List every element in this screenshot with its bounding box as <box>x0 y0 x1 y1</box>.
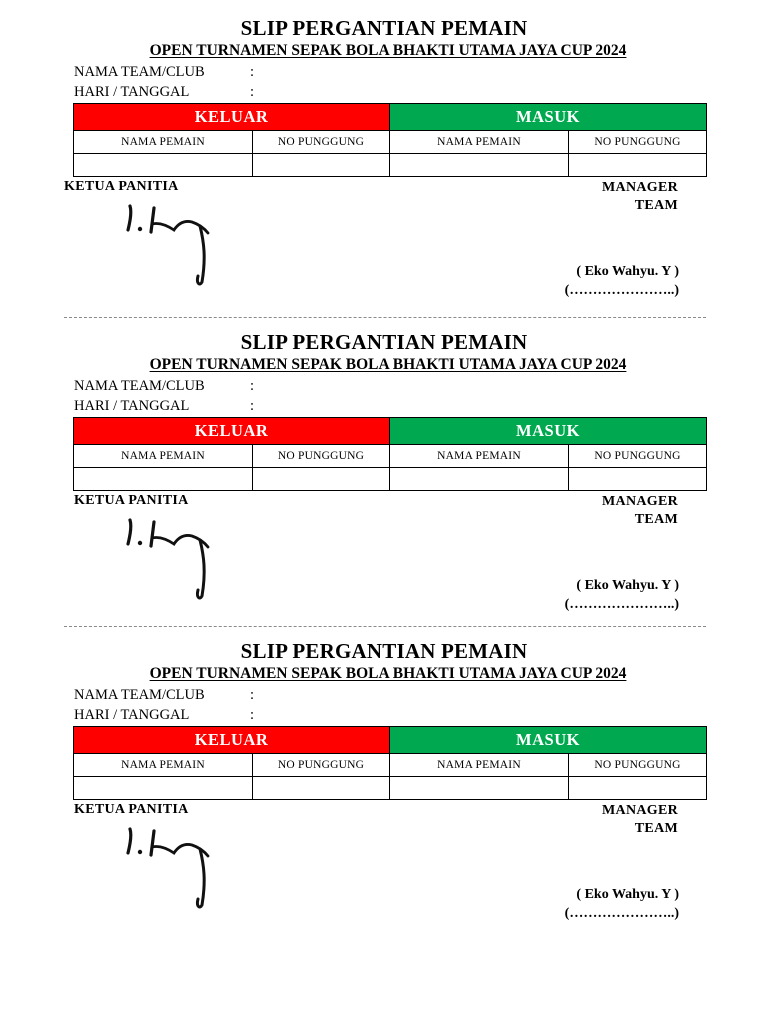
team-club-label: NAMA TEAM/CLUB <box>74 64 205 80</box>
manager-signature-blank: (…………………..) <box>564 597 679 612</box>
signer-name: ( Eko Wahyu. Y ) <box>576 264 679 279</box>
in-player-name-cell <box>390 777 569 800</box>
in-player-name-header: NAMA PEMAIN <box>390 445 569 468</box>
team-line: TEAM <box>634 821 678 836</box>
in-jersey-number-cell <box>569 777 707 800</box>
team-club-colon: : <box>250 687 255 703</box>
team-club-colon: : <box>250 64 255 80</box>
substitution-slip-1 <box>0 0 768 300</box>
signature-image <box>118 200 218 288</box>
date-label: HARI / TANGGAL <box>74 398 190 414</box>
team-line: TEAM <box>634 198 678 213</box>
ketua-panitia-label: KETUA PANITIA <box>74 802 189 817</box>
signer-name: ( Eko Wahyu. Y ) <box>576 578 679 593</box>
ketua-panitia-label: KETUA PANITIA <box>74 493 189 508</box>
substitution-slip-3 <box>0 623 768 923</box>
slip-title: SLIP PERGANTIAN PEMAIN <box>240 16 528 40</box>
signer-name: ( Eko Wahyu. Y ) <box>576 887 679 902</box>
out-jersey-number-cell <box>253 468 390 491</box>
manager-line: MANAGER <box>602 180 678 195</box>
substitution-table <box>73 726 707 800</box>
in-jersey-number-cell <box>569 154 707 177</box>
out-jersey-number-cell <box>253 777 390 800</box>
substitution-slip-2 <box>0 314 768 614</box>
team-club-label: NAMA TEAM/CLUB <box>74 378 205 394</box>
in-player-name-header: NAMA PEMAIN <box>390 754 569 777</box>
ketua-panitia-label: KETUA PANITIA <box>64 179 179 194</box>
slip-title: SLIP PERGANTIAN PEMAIN <box>240 330 528 354</box>
out-player-name-header: NAMA PEMAIN <box>74 754 253 777</box>
slip-subtitle: OPEN TURNAMEN SEPAK BOLA BHAKTI UTAMA JAYA CUP 2024 <box>149 665 627 682</box>
manager-team-label <box>602 493 678 529</box>
slip-title: SLIP PERGANTIAN PEMAIN <box>240 639 528 663</box>
manager-signature-blank: (…………………..) <box>564 283 679 298</box>
team-line: TEAM <box>634 512 678 527</box>
signature-image <box>118 823 218 911</box>
in-jersey-number-header: NO PUNGGUNG <box>569 445 707 468</box>
in-jersey-number-header: NO PUNGGUNG <box>569 754 707 777</box>
manager-team-label <box>602 802 678 838</box>
keluar-header: KELUAR <box>74 727 390 754</box>
date-colon: : <box>250 84 255 100</box>
slip-subtitle: OPEN TURNAMEN SEPAK BOLA BHAKTI UTAMA JAYA CUP 2024 <box>149 42 627 59</box>
masuk-header: MASUK <box>390 418 707 445</box>
out-jersey-number-header: NO PUNGGUNG <box>253 445 390 468</box>
in-player-name-cell <box>390 468 569 491</box>
masuk-header: MASUK <box>390 104 707 131</box>
out-jersey-number-header: NO PUNGGUNG <box>253 131 390 154</box>
in-jersey-number-cell <box>569 468 707 491</box>
manager-team-label <box>602 179 678 215</box>
out-player-name-header: NAMA PEMAIN <box>74 445 253 468</box>
masuk-header: MASUK <box>390 727 707 754</box>
date-colon: : <box>250 707 255 723</box>
slip-subtitle: OPEN TURNAMEN SEPAK BOLA BHAKTI UTAMA JAYA CUP 2024 <box>149 356 627 373</box>
substitution-table <box>73 103 707 177</box>
date-label: HARI / TANGGAL <box>74 707 190 723</box>
team-club-label: NAMA TEAM/CLUB <box>74 687 205 703</box>
out-player-name-cell <box>74 468 253 491</box>
manager-signature-blank: (…………………..) <box>564 906 679 921</box>
out-jersey-number-header: NO PUNGGUNG <box>253 754 390 777</box>
substitution-table <box>73 417 707 491</box>
team-club-colon: : <box>250 378 255 394</box>
out-player-name-cell <box>74 154 253 177</box>
out-jersey-number-cell <box>253 154 390 177</box>
keluar-header: KELUAR <box>74 418 390 445</box>
date-colon: : <box>250 398 255 414</box>
manager-line: MANAGER <box>602 494 678 509</box>
date-label: HARI / TANGGAL <box>74 84 190 100</box>
in-player-name-header: NAMA PEMAIN <box>390 131 569 154</box>
signature-image <box>118 514 218 602</box>
in-player-name-cell <box>390 154 569 177</box>
in-jersey-number-header: NO PUNGGUNG <box>569 131 707 154</box>
out-player-name-header: NAMA PEMAIN <box>74 131 253 154</box>
keluar-header: KELUAR <box>74 104 390 131</box>
manager-line: MANAGER <box>602 803 678 818</box>
out-player-name-cell <box>74 777 253 800</box>
